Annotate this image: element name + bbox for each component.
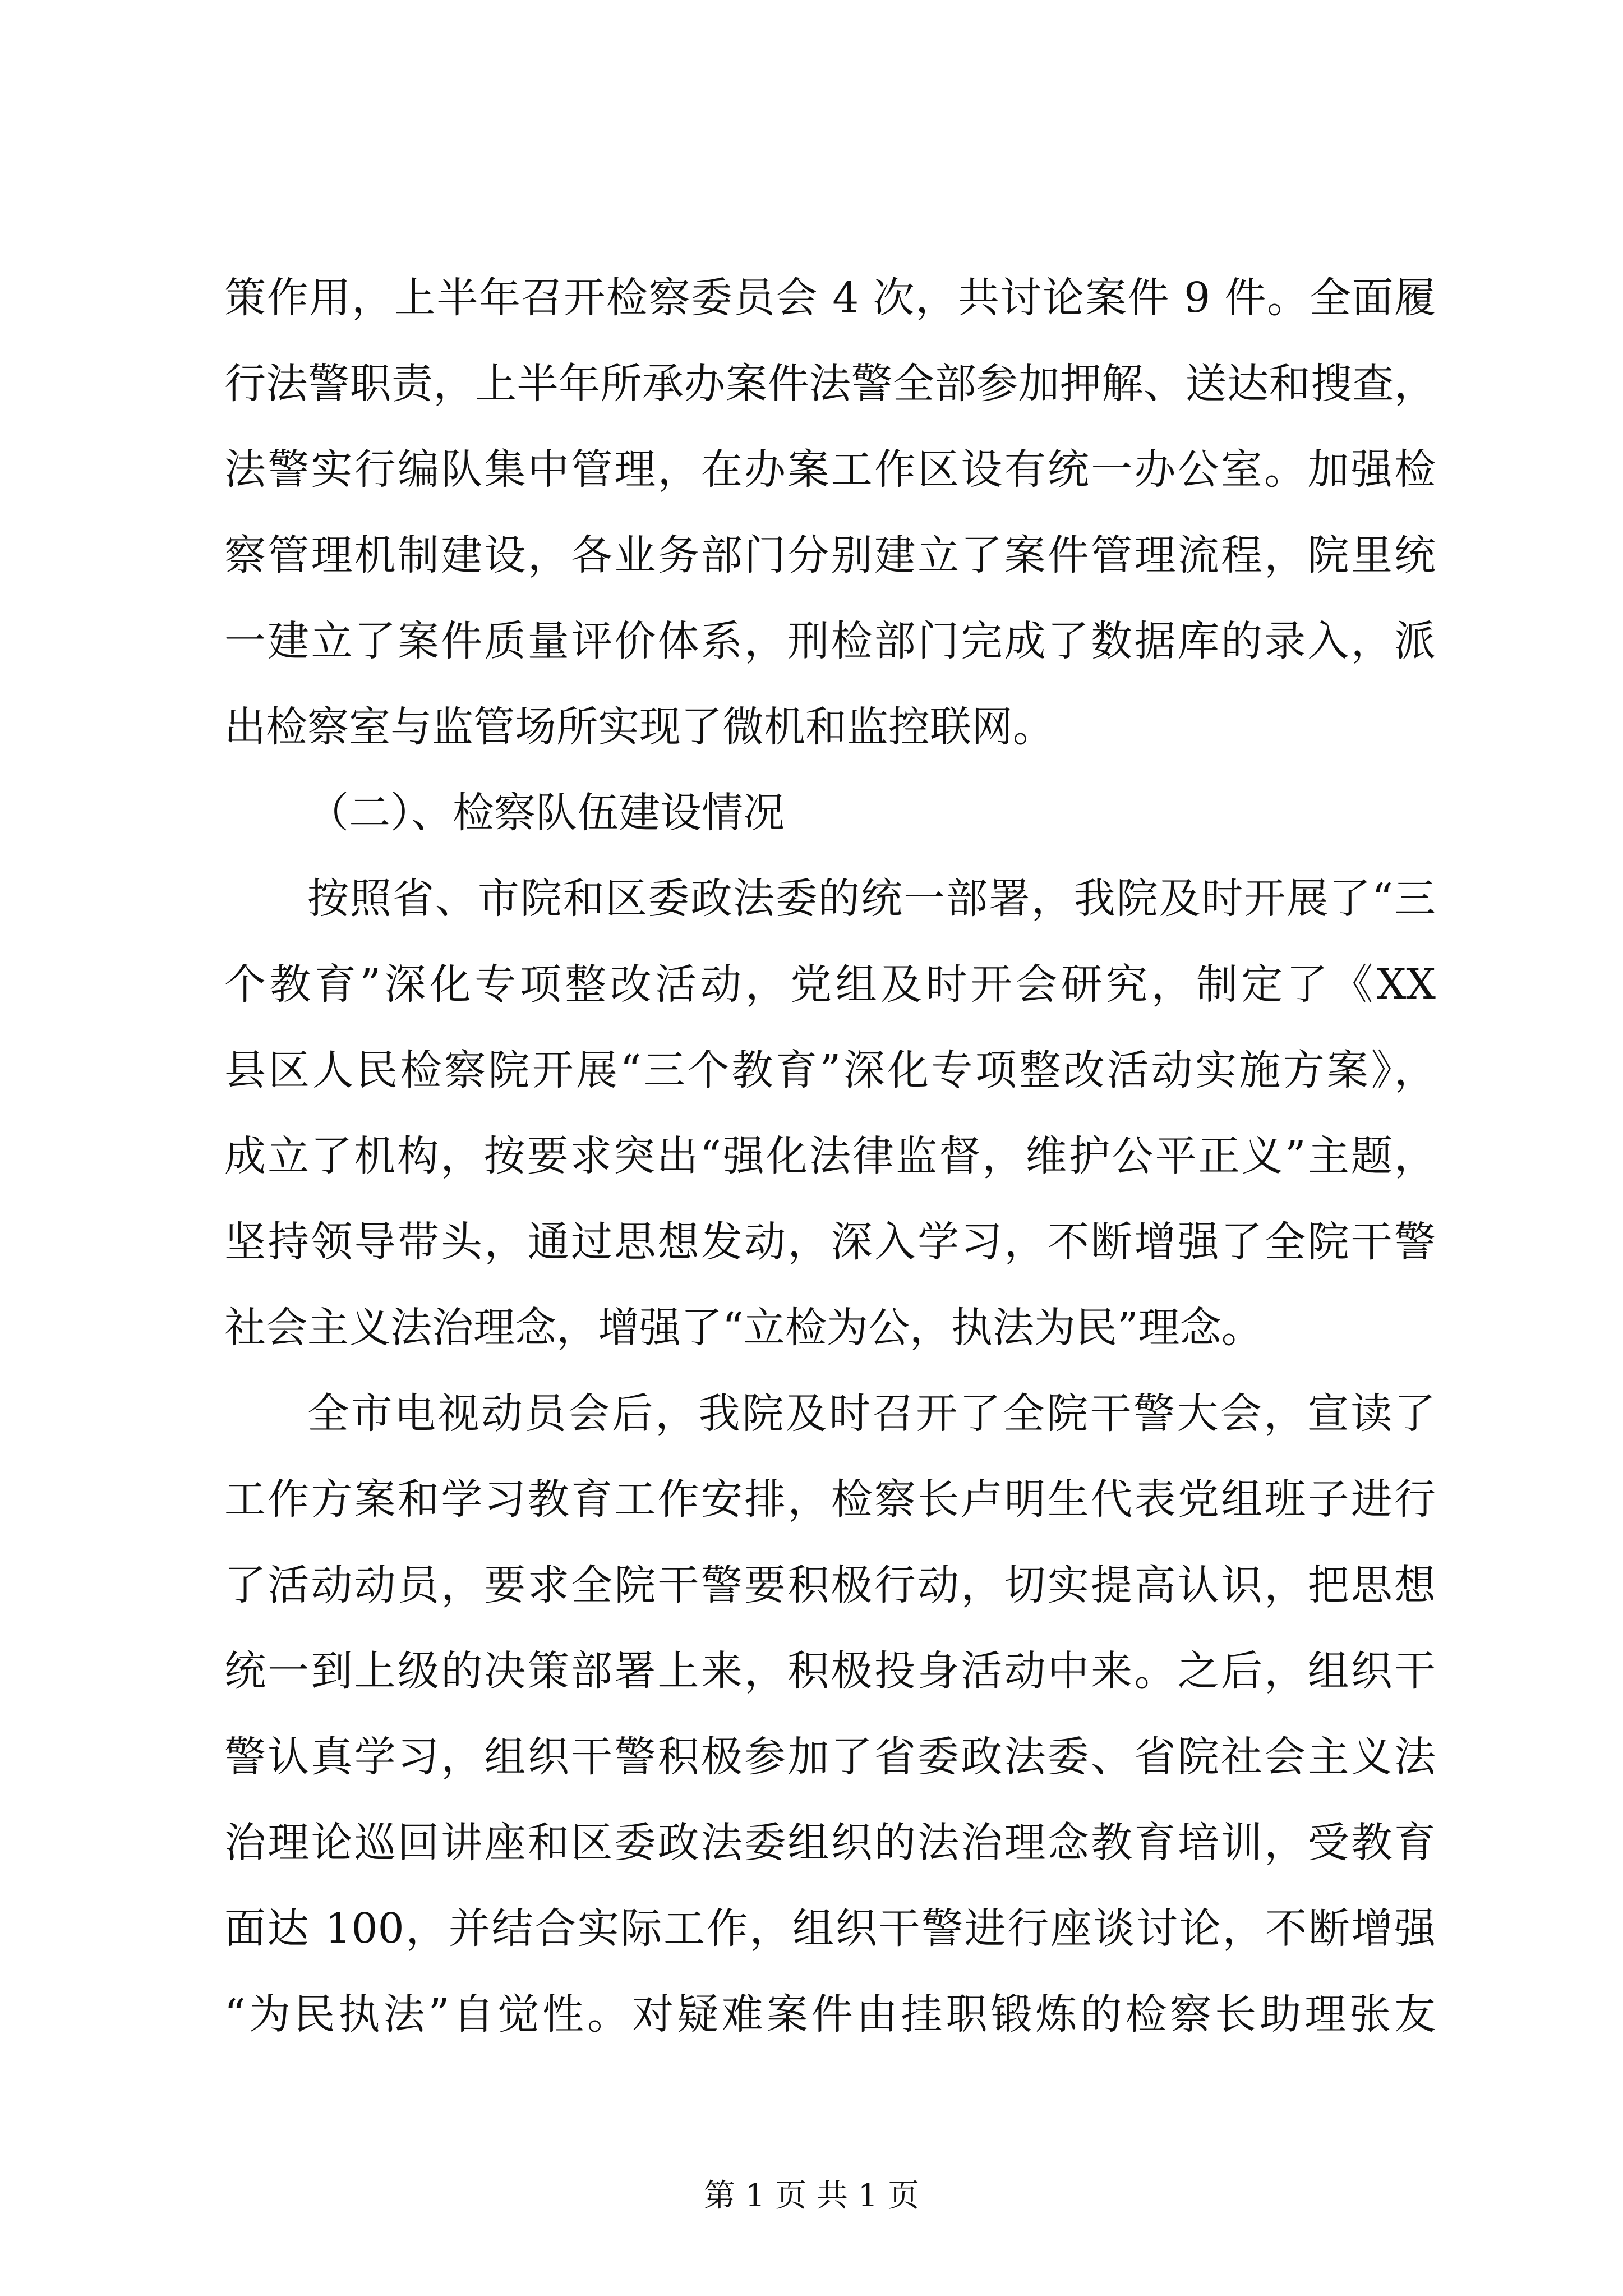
text-line-18: 警认真学习，组织干警积极参加了省委政法委、省院社会主义法 [224, 1733, 1436, 1781]
text-line-21: “为民执法”自觉性。对疑难案件由挂职锻炼的检察长助理张友 [224, 1990, 1436, 2039]
text-line-9: 个教育”深化专项整改活动，党组及时开会研究，制定了《XX [224, 960, 1436, 1009]
text-line-8: 按照省、市院和区委政法委的统一部署，我院及时开展了“三 [307, 875, 1436, 923]
text-line-13: 社会主义法治理念，增强了“立检为公，执法为民”理念。 [224, 1304, 1263, 1352]
text-line-3: 法警实行编队集中管理，在办案工作区设有统一办公室。加强检 [224, 445, 1436, 494]
text-line-5: 一建立了案件质量评价体系，刑检部门完成了数据库的录入，派 [224, 617, 1436, 665]
text-line-17: 统一到上级的决策部署上来，积极投身活动中来。之后，组织干 [224, 1647, 1436, 1695]
text-line-16: 了活动动员，要求全院干警要积极行动，切实提高认识，把思想 [224, 1561, 1436, 1609]
page-footer [0, 2177, 1623, 2216]
page-number-label: 第 1 页 共 1 页 [703, 2178, 920, 2214]
text-line-11: 成立了机构，按要求突出“强化法律监督，维护公平正义”主题， [224, 1132, 1436, 1180]
text-line-2: 行法警职责，上半年所承办案件法警全部参加押解、送达和搜查， [224, 360, 1436, 408]
text-line-10: 县区人民检察院开展“三个教育”深化专项整改活动实施方案》， [224, 1046, 1436, 1094]
text-line-1: 策作用，上半年召开检察委员会 4 次，共讨论案件 9 件。全面履 [224, 274, 1436, 322]
text-line-14: 全市电视动员会后，我院及时召开了全院干警大会，宣读了 [307, 1389, 1436, 1438]
text-line-12: 坚持领导带头，通过思想发动，深入学习，不断增强了全院干警 [224, 1218, 1436, 1266]
text-line-19: 治理论巡回讲座和区委政法委组织的法治理念教育培训，受教育 [224, 1819, 1436, 1867]
section-heading: （二）、检察队伍建设情况 [307, 789, 785, 837]
text-line-20: 面达 100，并结合实际工作，组织干警进行座谈讨论，不断增强 [224, 1904, 1436, 1953]
text-line-6: 出检察室与监管场所实现了微机和监控联网。 [224, 703, 1054, 751]
document-body [224, 255, 1436, 2058]
text-line-4: 察管理机制建设，各业务部门分别建立了案件管理流程，院里统 [224, 531, 1436, 579]
text-line-15: 工作方案和学习教育工作安排，检察长卢明生代表党组班子进行 [224, 1475, 1436, 1524]
